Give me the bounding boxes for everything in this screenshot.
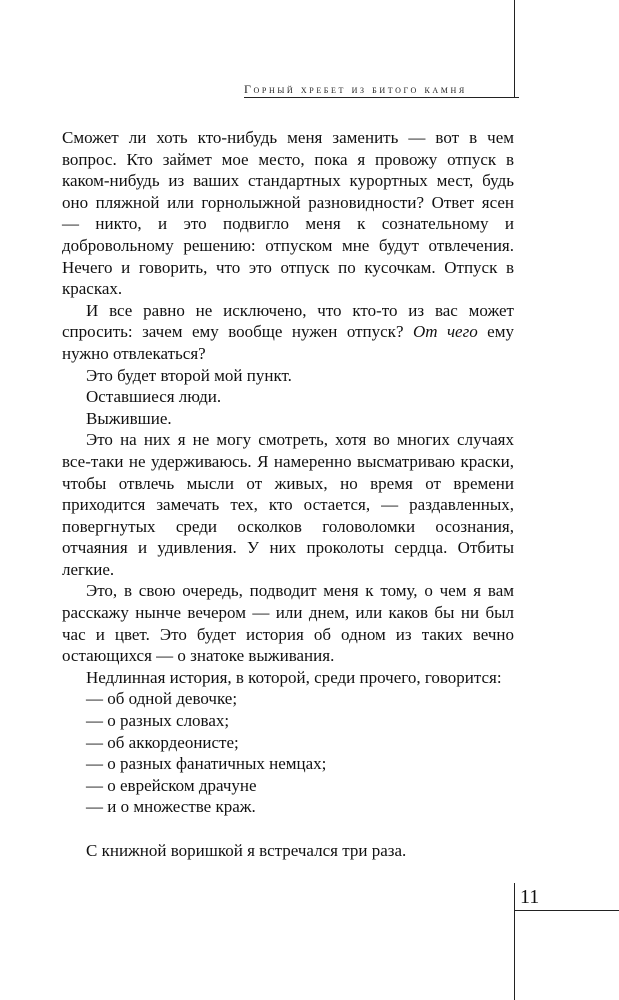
- paragraph-2-text-after: ему нужно отвлекаться?: [62, 322, 514, 363]
- list-item: — об одной девочке;: [86, 689, 238, 709]
- paragraph-2: [62, 300, 514, 365]
- paragraph-6: Это на них я не могу смотреть, хотя во многих случаях все-таки не удерживаюсь. Я намеренно высматриваю краски, чтобы отвлечь мысли от живых, но время от времени приходится замечать тех, кто остается, — раздавленных, повергнутых среди осколков головоломки осознания, отчаяния и удивления. У них проколоты сердца. Отбиты легкие.: [62, 430, 514, 579]
- paragraph-4: Оставшиеся люди.: [86, 387, 222, 407]
- paragraph-1: Сможет ли хоть кто-нибудь меня заменить — вот в чем вопрос. Кто займет мое место, пока я провожу отпуск в каком-нибудь из ваших стандартных курортных мест, будь оно пляжной или горнолыжной разновидности? Ответ ясен — никто, и это подвигло меня к сознательному и добровольному решению: отпуском мне будут отвлечения. Нечего и говорить, что это отпуск по кусочкам. Отпуск в красках.: [62, 128, 514, 299]
- body-text: [62, 127, 514, 861]
- list-item: — об аккордеонисте;: [86, 732, 239, 752]
- list-item: — и о множестве краж.: [86, 797, 256, 817]
- paragraph-3: Это будет второй мой пункт.: [86, 365, 292, 385]
- page-number: 11: [520, 886, 540, 908]
- paragraph-5: Выжившие.: [86, 408, 172, 428]
- page-number-rule: [514, 910, 619, 911]
- running-head: Горный хребет из битого камня: [244, 82, 467, 96]
- paragraph-2-emphasis: От чего: [412, 322, 478, 342]
- paragraph-8: Недлинная история, в которой, среди прочего, говорится:: [86, 667, 502, 687]
- paragraph-2-text-before: И все равно не исключено, что кто-то из вас может спросить: зачем ему вообще нужен отпуск?: [62, 300, 514, 342]
- paragraph-7: Это, в свою очередь, подводит меня к тому, о чем я вам расскажу нынче вечером — или днем, или каков бы ни был час и цвет. Это будет история об одном из таких вечно остающихся — о знатоке выживания.: [62, 581, 514, 666]
- running-head-rule: [244, 97, 519, 98]
- list-item: — о разных словах;: [86, 711, 230, 731]
- list-item: — о еврейском драчуне: [86, 775, 257, 795]
- closing-line: С книжной воришкой я встречался три раза.: [86, 840, 407, 860]
- list-item: — о разных фанатичных немцах;: [86, 754, 327, 774]
- bottom-vertical-rule: [514, 883, 515, 1000]
- top-vertical-rule: [514, 0, 515, 97]
